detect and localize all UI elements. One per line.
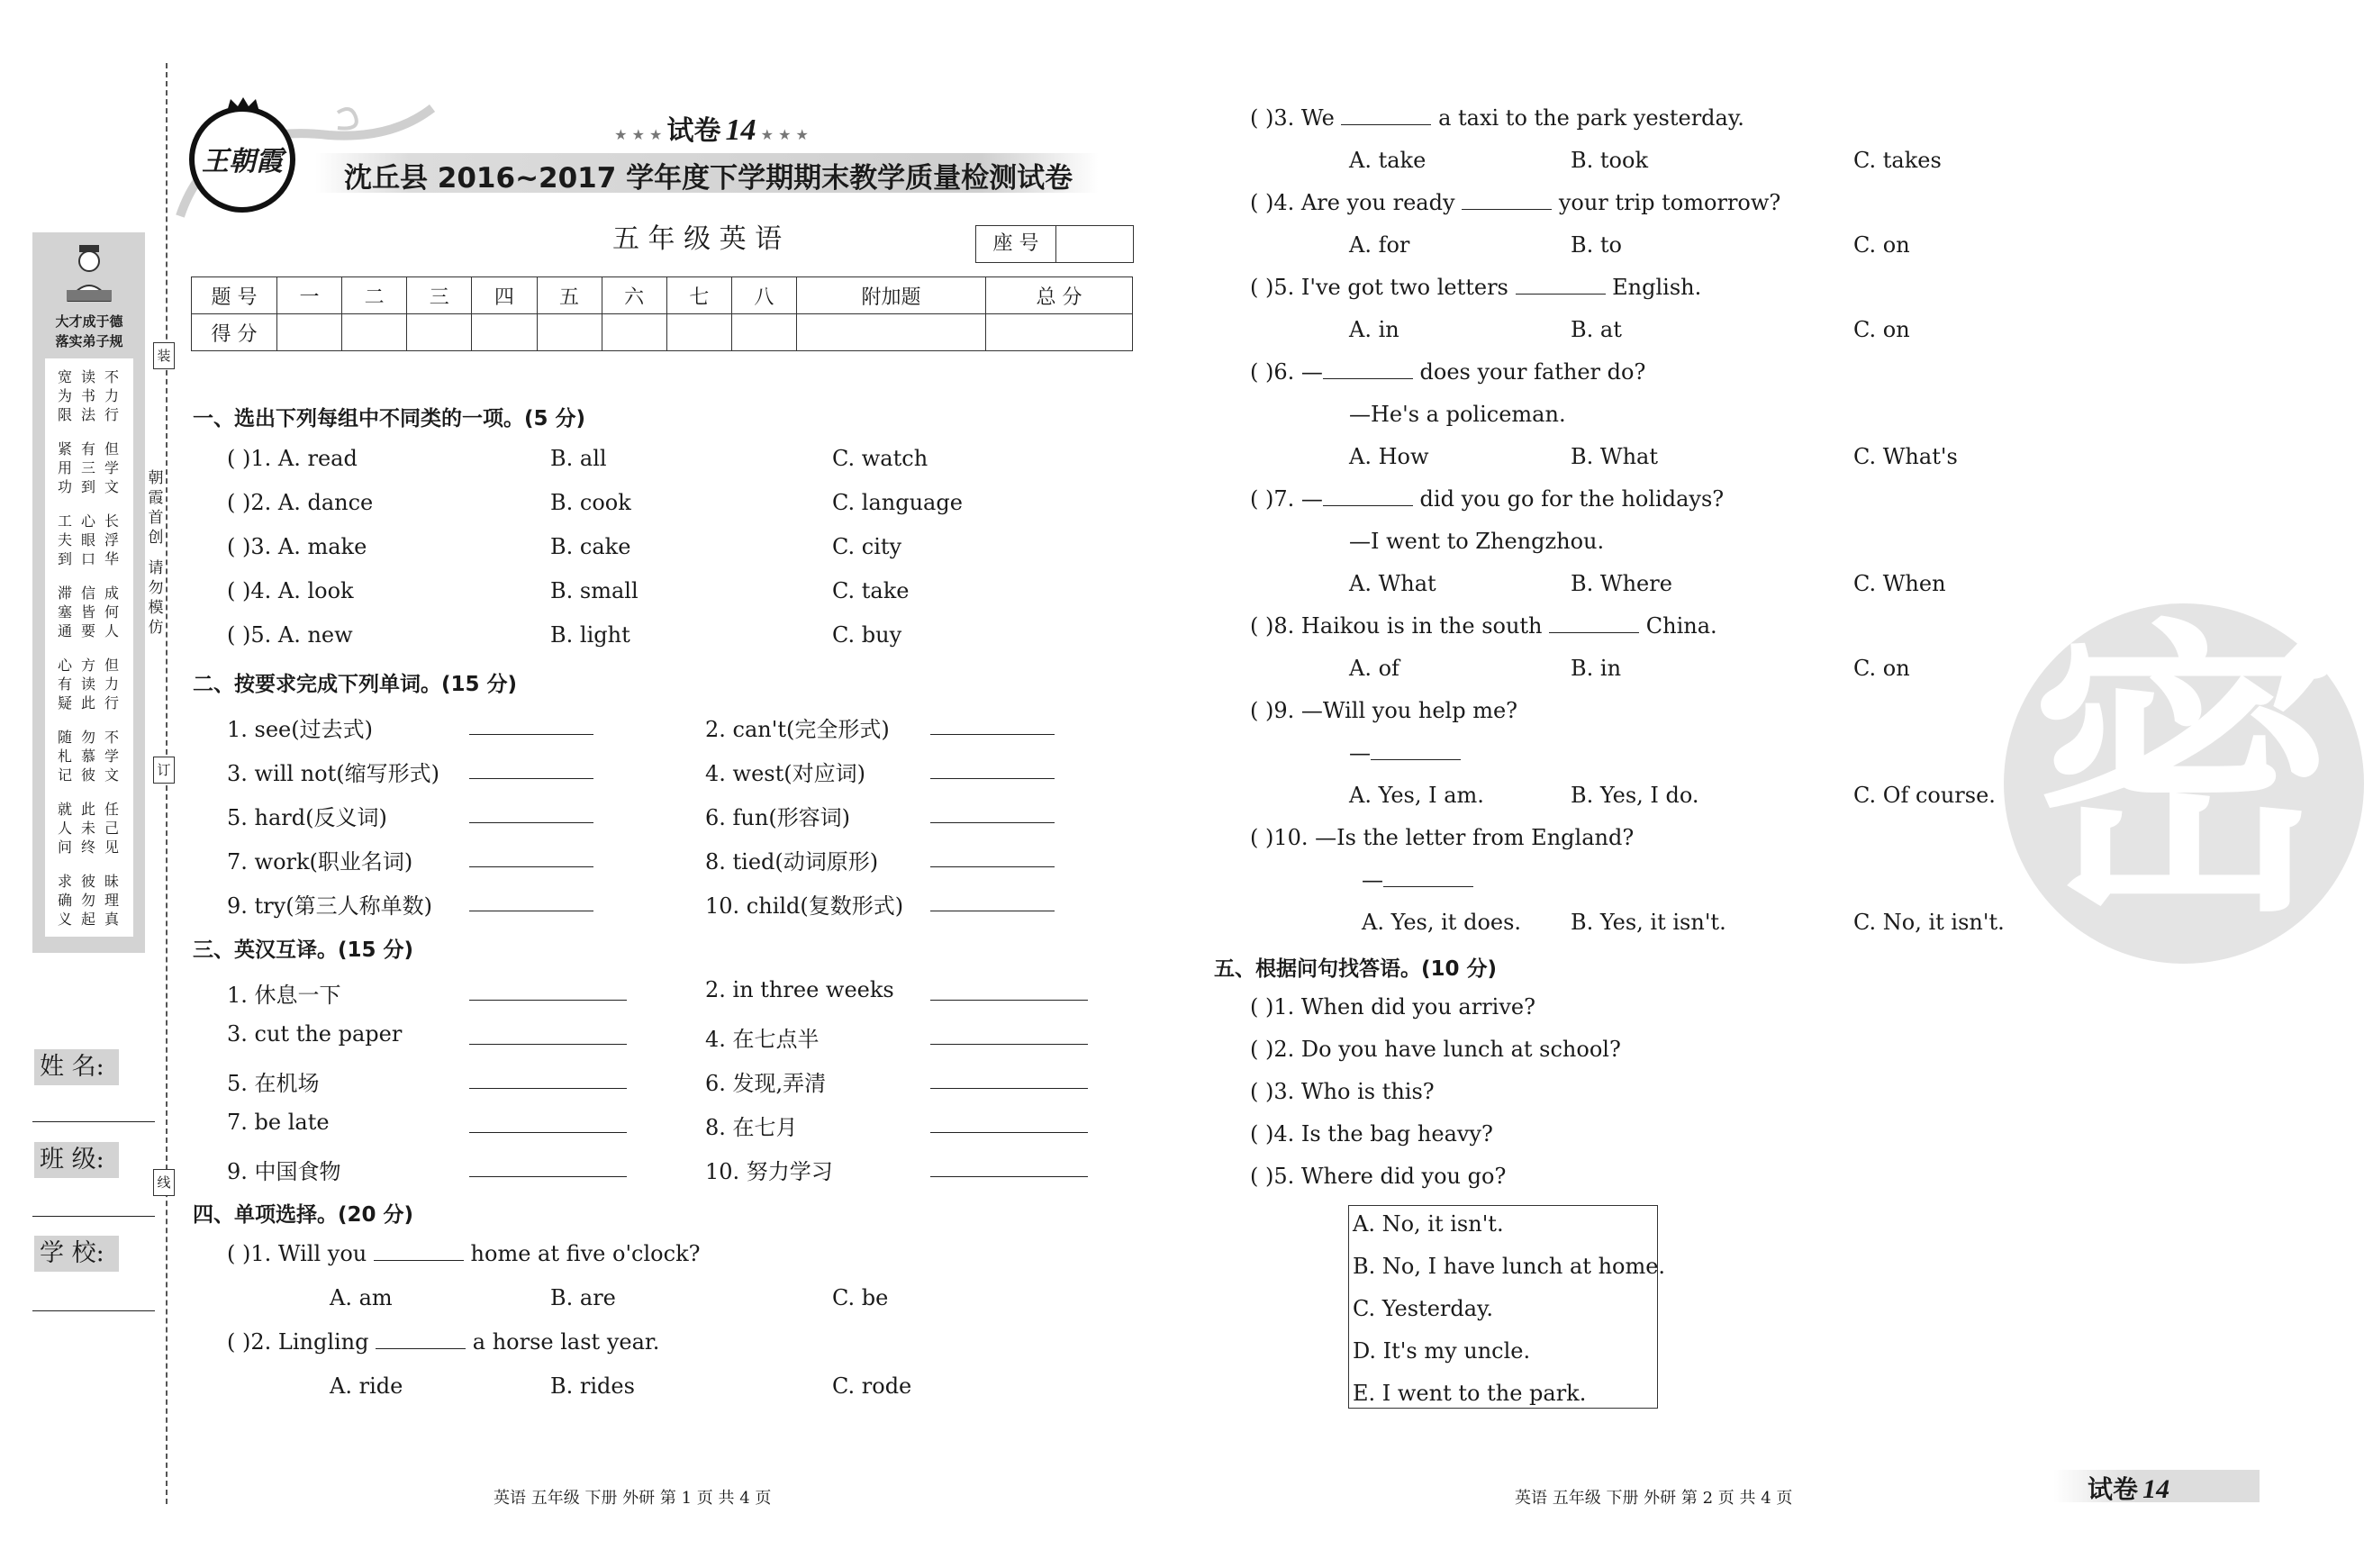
answer-line[interactable] — [469, 734, 593, 735]
s1-option-b: B. all — [550, 446, 607, 471]
s4-q9: ( )9. —Will you help me? — [1250, 698, 1518, 723]
answer-line[interactable] — [930, 1044, 1088, 1045]
motto-column: 任己见 — [104, 801, 119, 856]
paper-number: 14 — [725, 113, 756, 147]
page-subtitle: 五 年 级 英 语 — [612, 223, 783, 255]
s5-question: ( )5. Where did you go? — [1250, 1164, 1507, 1189]
s1-option-c: C. buy — [832, 622, 902, 648]
motto-column: 随札记 — [57, 729, 72, 784]
q-stem: ( )5. I've got two letters — [1250, 275, 1508, 300]
q-stem-end: did you go for the holidays? — [1419, 486, 1725, 512]
q7-reply: —I went to Zhengzhou. — [1349, 529, 1605, 554]
option-c: C. on — [1853, 232, 1910, 258]
footer-right: 英语 五年级 下册 外研 第 2 页 共 4 页 — [1515, 1489, 1793, 1508]
warning-text-2: 请勿模仿 — [148, 559, 164, 637]
option-a: A. Yes, I am. — [1349, 783, 1484, 808]
motto-column: 成何人 — [104, 585, 119, 639]
class-field[interactable] — [32, 1216, 155, 1217]
option-b: B. Where — [1571, 571, 1672, 596]
motto-column: 此未终 — [80, 801, 95, 856]
section1-title: 一、选出下列每组中不同类的一项。(5 分) — [193, 407, 586, 431]
option-a: A. of — [1349, 656, 1399, 681]
motto-title: 大才成于德 — [55, 313, 123, 330]
option-a: A. for — [1349, 232, 1410, 258]
seal-box-1 — [153, 342, 175, 369]
motto-column: 有三到 — [80, 440, 95, 495]
section4-title: 四、单项选择。(20 分) — [193, 1203, 414, 1227]
s2-item-right: 2. can't(完全形式) — [705, 717, 890, 742]
motto-column: 滞塞通 — [57, 585, 72, 639]
s3-item-left: 9. 中国食物 — [227, 1159, 341, 1184]
s1-item-stem: ( )2. A. dance — [227, 490, 374, 515]
q-stem-end: English. — [1612, 275, 1702, 300]
answer-line[interactable] — [469, 866, 593, 867]
option-a: A. ride — [330, 1373, 403, 1399]
option-c: C. Of course. — [1853, 783, 1996, 808]
name-field[interactable] — [32, 1121, 155, 1122]
s4-q5 — [1250, 275, 1701, 300]
option-c: C. When — [1853, 571, 1946, 596]
q-stem: ( )8. Haikou is in the south — [1250, 613, 1543, 639]
footer-tag-label: 试卷 — [2088, 1474, 2139, 1504]
q-stem: ( )7. — — [1250, 486, 1323, 512]
school-field[interactable] — [32, 1310, 155, 1311]
motto-column: 读书法 — [80, 368, 95, 423]
s4-q7 — [1250, 486, 1724, 512]
option-b: B. What — [1571, 444, 1658, 469]
s3-item-left: 5. 在机场 — [227, 1071, 320, 1096]
answer-blank[interactable] — [1516, 294, 1606, 295]
s1-option-b: B. light — [550, 622, 630, 648]
answer-blank[interactable] — [376, 1348, 466, 1349]
q9-reply — [1349, 740, 1461, 766]
s5-question: ( )3. Who is this? — [1250, 1079, 1435, 1104]
answer-line[interactable] — [930, 1176, 1088, 1177]
score-header-cell: 三 — [407, 277, 472, 314]
seat-field[interactable] — [1057, 226, 1133, 262]
q-stem: ( )1. Will you — [227, 1241, 367, 1266]
s1-option-b: B. cook — [550, 490, 631, 515]
score-table — [191, 276, 1133, 351]
seal-char-2: 订 — [157, 762, 171, 778]
stars-left: ★ ★ ★ — [614, 126, 663, 143]
reply-dash: — — [1349, 740, 1371, 766]
score-cell[interactable] — [342, 314, 407, 351]
footer-left: 英语 五年级 下册 外研 第 1 页 共 4 页 — [494, 1489, 772, 1508]
s4-q10: ( )10. —Is the letter from England? — [1250, 825, 1635, 850]
school-label: 学 校: — [34, 1236, 119, 1272]
answer-blank[interactable] — [1383, 886, 1473, 887]
s1-option-c: C. city — [832, 534, 902, 559]
watermark-char: 密 — [2031, 596, 2337, 953]
s3-item-right: 2. in three weeks — [705, 977, 894, 1002]
s3-item-right: 4. 在七点半 — [705, 1027, 820, 1052]
s1-item-stem: ( )4. A. look — [227, 578, 354, 603]
q-stem: ( )3. We — [1250, 105, 1335, 131]
s4-q4 — [1250, 190, 1780, 215]
answer-line[interactable] — [930, 778, 1055, 779]
score-header-cell: 七 — [666, 277, 731, 314]
score-header-cell: 二 — [342, 277, 407, 314]
answer-blank[interactable] — [1323, 505, 1413, 506]
s5-answer-option: D. It's my uncle. — [1353, 1338, 1531, 1364]
answer-line[interactable] — [469, 1088, 627, 1089]
motto-columns — [45, 358, 133, 937]
section3-title: 三、英汉互译。(15 分) — [193, 938, 414, 962]
score-header-cell: 八 — [731, 277, 796, 314]
s5-answer-option: C. Yesterday. — [1353, 1296, 1494, 1321]
motto-title-2: 落实弟子规 — [55, 333, 123, 349]
motto-column: 工夫到 — [57, 512, 72, 567]
score-header-cell: 总 分 — [986, 277, 1133, 314]
s4-q1 — [227, 1241, 700, 1266]
s1-option-c: C. watch — [832, 446, 928, 471]
motto-column: 心有疑 — [57, 657, 72, 711]
score-cell[interactable] — [407, 314, 472, 351]
s1-option-b: B. cake — [550, 534, 631, 559]
motto-column: 彼勿起 — [80, 873, 95, 928]
seal-char-1: 装 — [157, 348, 171, 364]
motto-column: 长浮华 — [104, 512, 119, 567]
motto-column: 但力行 — [104, 657, 119, 711]
q-stem: ( )4. Are you ready — [1250, 190, 1455, 215]
option-a: A. in — [1349, 317, 1399, 342]
s1-item-stem: ( )1. A. read — [227, 446, 358, 471]
option-a: A. Yes, it does. — [1362, 910, 1522, 935]
s3-item-right: 8. 在七月 — [705, 1115, 798, 1140]
option-b: B. to — [1571, 232, 1622, 258]
s2-item-right: 4. west(对应词) — [705, 761, 865, 786]
score-header-cell: 一 — [277, 277, 342, 314]
s2-item-left: 7. work(职业名词) — [227, 849, 413, 875]
score-cell[interactable] — [731, 314, 796, 351]
motto-column: 求确义 — [57, 873, 72, 928]
section2-title: 二、按要求完成下列单词。(15 分) — [193, 673, 518, 696]
seat-label: 座 号 — [976, 226, 1056, 262]
motto-column: 勿慕彼 — [80, 729, 95, 784]
motto-column: 宽为限 — [57, 368, 72, 423]
score-header-cell: 题 号 — [192, 277, 277, 314]
score-header-cell: 六 — [602, 277, 666, 314]
s5-answer-option: A. No, it isn't. — [1353, 1211, 1504, 1237]
s3-item-right: 10. 努力学习 — [705, 1159, 833, 1184]
option-c: C. takes — [1853, 148, 1942, 173]
score-header-cell: 附加题 — [797, 277, 986, 314]
option-a: A. How — [1349, 444, 1429, 469]
s1-option-c: C. language — [832, 490, 963, 515]
name-label: 姓 名: — [34, 1049, 119, 1085]
motto-column: 方读此 — [80, 657, 95, 711]
option-c: C. be — [832, 1285, 889, 1310]
q-stem-end: does your father do? — [1419, 359, 1646, 385]
option-b: B. are — [550, 1285, 616, 1310]
option-c: C. What's — [1853, 444, 1958, 469]
answer-blank[interactable] — [374, 1260, 464, 1261]
score-row-label: 得 分 — [192, 314, 277, 351]
q-stem: ( )2. Lingling — [227, 1329, 369, 1355]
score-cell[interactable] — [666, 314, 731, 351]
score-header-row — [192, 277, 1133, 314]
s5-question: ( )4. Is the bag heavy? — [1250, 1121, 1493, 1147]
reply-dash: — — [1362, 867, 1383, 893]
answer-blank[interactable] — [1549, 632, 1639, 633]
option-b: B. Yes, it isn't. — [1571, 910, 1726, 935]
s1-option-c: C. take — [832, 578, 910, 603]
answer-line[interactable] — [930, 1000, 1088, 1001]
answer-line[interactable] — [469, 1132, 627, 1133]
footer-tag — [2088, 1470, 2169, 1506]
student-figure-icon — [63, 243, 115, 306]
s3-item-left: 3. cut the paper — [227, 1021, 403, 1047]
answer-blank[interactable] — [1341, 124, 1431, 125]
stars-right: ★ ★ ★ — [760, 126, 809, 143]
option-b: B. rides — [550, 1373, 635, 1399]
option-c: C. rode — [832, 1373, 912, 1399]
score-cell[interactable] — [602, 314, 666, 351]
s4-q3 — [1250, 105, 1744, 131]
s3-item-right: 6. 发现,弄清 — [705, 1071, 827, 1096]
motto-column: 就人问 — [57, 801, 72, 856]
s2-item-left: 1. see(过去式) — [227, 717, 373, 742]
s4-q6 — [1250, 359, 1645, 385]
score-cell[interactable] — [537, 314, 602, 351]
option-a: A. take — [1349, 148, 1427, 173]
score-cell[interactable] — [986, 314, 1133, 351]
dashed-binding-line — [166, 63, 168, 1504]
q-stem-end: China. — [1645, 613, 1717, 639]
paper-number-banner — [0, 108, 1423, 148]
score-cell[interactable] — [797, 314, 986, 351]
answer-line[interactable] — [930, 866, 1055, 867]
class-label: 班 级: — [34, 1142, 119, 1178]
option-a: A. What — [1349, 571, 1436, 596]
answer-line[interactable] — [930, 734, 1055, 735]
motto-column: 紧用功 — [57, 440, 72, 495]
option-b: B. took — [1571, 148, 1648, 173]
confidential-watermark — [2004, 596, 2364, 964]
option-b: B. in — [1571, 656, 1622, 681]
score-header-cell: 四 — [472, 277, 537, 314]
answer-line[interactable] — [469, 1044, 627, 1045]
option-c: C. on — [1853, 317, 1910, 342]
score-cell[interactable] — [277, 314, 342, 351]
s2-item-right: 6. fun(形容词) — [705, 805, 851, 830]
seal-box-3 — [153, 1169, 175, 1196]
s3-item-left: 7. be late — [227, 1110, 330, 1135]
s2-item-left: 5. hard(反义词) — [227, 805, 387, 830]
motto-column: 心眼口 — [80, 512, 95, 567]
s2-item-right: 8. tied(动词原形) — [705, 849, 879, 875]
option-a: A. am — [330, 1285, 393, 1310]
score-header-cell: 五 — [537, 277, 602, 314]
motto-column: 信皆要 — [80, 585, 95, 639]
q-stem-end: a taxi to the park yesterday. — [1438, 105, 1744, 131]
answer-line[interactable] — [930, 822, 1055, 823]
answer-line[interactable] — [930, 1132, 1088, 1133]
q-stem-end: a horse last year. — [472, 1329, 660, 1355]
motto-column: 但学文 — [104, 440, 119, 495]
option-b: B. Yes, I do. — [1571, 783, 1699, 808]
s4-q8 — [1250, 613, 1717, 639]
answer-line[interactable] — [469, 778, 593, 779]
s1-item-stem: ( )3. A. make — [227, 534, 367, 559]
q-stem: ( )6. — — [1250, 359, 1323, 385]
q-stem-end: your trip tomorrow? — [1558, 190, 1781, 215]
motto-column: 昧理真 — [104, 873, 119, 928]
answer-line[interactable] — [469, 1000, 627, 1001]
footer-tag-number: 14 — [2142, 1474, 2170, 1504]
answer-blank[interactable] — [1371, 759, 1461, 760]
paper-tag: 试卷 — [666, 115, 721, 147]
answer-blank[interactable] — [1462, 209, 1552, 210]
s3-item-left: 1. 休息一下 — [227, 983, 341, 1008]
s2-item-left: 9. try(第三人称单数) — [227, 893, 432, 919]
warning-text-1: 朝霞首创 — [148, 469, 164, 547]
motto-column: 不力行 — [104, 368, 119, 423]
q6-reply: —He's a policeman. — [1349, 402, 1566, 427]
option-b: B. at — [1571, 317, 1622, 342]
q10-reply — [1362, 867, 1473, 893]
score-value-row — [192, 314, 1133, 351]
answer-blank[interactable] — [1323, 378, 1413, 379]
s2-item-right: 10. child(复数形式) — [705, 893, 904, 919]
seal-box-2 — [153, 757, 175, 784]
s5-answer-option: B. No, I have lunch at home. — [1353, 1254, 1666, 1279]
score-cell[interactable] — [472, 314, 537, 351]
answer-line[interactable] — [930, 1088, 1088, 1089]
page-title: 沈丘县 2016~2017 学年度下学期期末教学质量检测试卷 — [344, 162, 1073, 195]
s5-question: ( )1. When did you arrive? — [1250, 994, 1535, 1020]
s1-option-b: B. small — [550, 578, 639, 603]
s5-answer-option: E. I went to the park. — [1353, 1381, 1587, 1406]
s4-q2 — [227, 1329, 659, 1355]
answer-line[interactable] — [469, 1176, 627, 1177]
q-stem-end: home at five o'clock? — [470, 1241, 701, 1266]
motto-panel — [32, 232, 145, 953]
logo-text: 王朝霞 — [202, 147, 283, 177]
section5-title: 五、根据问句找答语。(10 分) — [1214, 957, 1498, 981]
s5-question: ( )2. Do you have lunch at school? — [1250, 1037, 1621, 1062]
option-c: C. No, it isn't. — [1853, 910, 2005, 935]
s2-item-left: 3. will not(缩写形式) — [227, 761, 440, 786]
option-c: C. on — [1853, 656, 1910, 681]
answer-line[interactable] — [469, 822, 593, 823]
s1-item-stem: ( )5. A. new — [227, 622, 353, 648]
seat-box — [975, 225, 1134, 263]
motto-column: 不学文 — [104, 729, 119, 784]
seal-char-3: 线 — [157, 1174, 171, 1191]
answer-options-box — [1348, 1205, 1666, 1409]
